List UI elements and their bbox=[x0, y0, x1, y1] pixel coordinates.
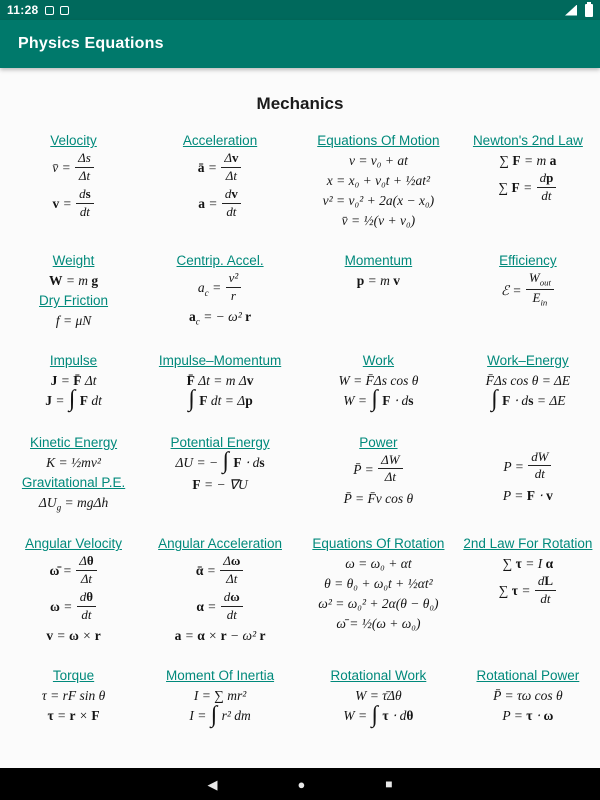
equation-topic-link[interactable]: Acceleration bbox=[182, 133, 258, 148]
formula: α = $\frac{d\omega}{dt}$ bbox=[143, 592, 297, 624]
formula: P = F ⋅ v bbox=[502, 487, 553, 503]
equation-topic-link[interactable]: 2nd Law For Rotation bbox=[463, 536, 593, 552]
nav-bar bbox=[0, 768, 600, 800]
equation-cell-r3-c1 bbox=[4, 350, 143, 415]
equation-topic-link[interactable]: Power bbox=[359, 434, 398, 450]
equation-topic-link[interactable]: Equations Of Motion bbox=[317, 133, 440, 148]
formula: v̄ = $\frac{\Delta s}{\Delta t}$ bbox=[4, 153, 143, 185]
formula: ∑ F = m a bbox=[499, 153, 557, 168]
equation-topic-link[interactable]: Work–Energy bbox=[487, 353, 569, 368]
formula: ΔU = − ∫ F ⋅ ds bbox=[175, 447, 265, 474]
equation-cell-r1-c1 bbox=[4, 130, 143, 233]
equation-topic-link[interactable]: Impulse bbox=[49, 353, 98, 368]
formula: ω̄ = $\frac{\Delta\theta}{\Delta t}$ bbox=[4, 556, 143, 588]
home-button[interactable]: ● bbox=[297, 776, 306, 792]
formula: v = ω × r bbox=[46, 628, 101, 644]
formula: W = m g bbox=[48, 273, 99, 288]
formula: K = ½mv² bbox=[46, 454, 101, 470]
formula: x = x₀ + v₀t + ½at² bbox=[326, 173, 431, 188]
equation-cell-r2-c2 bbox=[143, 250, 297, 333]
equation-cell-r5-c3 bbox=[297, 533, 460, 648]
status-bar bbox=[0, 0, 600, 20]
equations-grid bbox=[4, 130, 596, 730]
equation-cell-r5-c2 bbox=[143, 533, 297, 648]
formula: ∑ τ = $\frac{dL}{dt}$ bbox=[460, 576, 596, 608]
formula: J = F̄ Δt bbox=[50, 373, 97, 388]
battery-icon bbox=[585, 4, 593, 17]
equation-cell-r3-c4 bbox=[460, 350, 596, 415]
formula: ∫ F ⋅ ds = ΔE bbox=[491, 386, 566, 413]
formula: I = ∫ r² dm bbox=[189, 701, 251, 728]
equation-topic-link[interactable]: Kinetic Energy bbox=[30, 434, 118, 450]
equation-cell-r6-c4 bbox=[460, 665, 596, 730]
equation-topic-link[interactable]: Weight bbox=[52, 253, 95, 268]
formula: θ = θ₀ + ω₀t + ½αt² bbox=[324, 576, 433, 592]
equation-cell-r4-c4 bbox=[460, 432, 596, 517]
equation-cell-r6-c1 bbox=[4, 665, 143, 730]
formula: ω² = ω₀² + 2α(θ − θ₀) bbox=[318, 596, 439, 612]
equation-cell-r4-c1 bbox=[4, 432, 143, 517]
equation-topic-link[interactable]: Potential Energy bbox=[170, 434, 270, 450]
equation-topic-link[interactable]: Work bbox=[362, 353, 395, 368]
wifi-icon bbox=[565, 5, 577, 16]
formula: $a_c$ = $\frac{\text{v²}}{r}$ bbox=[143, 273, 297, 305]
equation-topic-link[interactable]: Equations Of Rotation bbox=[312, 536, 445, 552]
status-bar-left bbox=[7, 3, 69, 17]
formula: $a_c$ = − ω² r bbox=[188, 309, 252, 327]
formula: ∫ F dt = Δp bbox=[188, 386, 253, 413]
formula: P̄ = τω cos θ bbox=[493, 688, 563, 704]
equation-topic-link[interactable]: Angular Velocity bbox=[25, 536, 122, 552]
equation-cell-r3-c2 bbox=[143, 350, 297, 415]
formula: ∑ F = $\frac{dp}{dt}$ bbox=[460, 173, 596, 205]
formula: W = F̄Δs cos θ bbox=[338, 373, 419, 388]
formula: τ = r × F bbox=[47, 708, 100, 724]
formula: P = $\frac{dW}{dt}$ bbox=[460, 452, 596, 484]
formula: ω = $\frac{d\theta}{dt}$ bbox=[4, 592, 143, 624]
equation-topic-link[interactable]: Angular Acceleration bbox=[158, 536, 282, 552]
formula: ᾱ = $\frac{\Delta\omega}{\Delta t}$ bbox=[143, 556, 297, 588]
formula: ω = ω₀ + αt bbox=[345, 556, 412, 572]
formula: $\Delta U_g = mg\Delta h$ bbox=[38, 494, 109, 513]
equation-cell-r4-c2 bbox=[143, 432, 297, 517]
formula: J = ∫ F dt bbox=[45, 386, 102, 413]
formula: ∑ τ = I α bbox=[502, 556, 554, 572]
formula: v = $\frac{ds}{dt}$ bbox=[4, 189, 143, 221]
formula: F = − ∇U bbox=[192, 476, 248, 492]
page-heading: Mechanics bbox=[256, 94, 344, 113]
equation-topic-link[interactable]: Centrip. Accel. bbox=[176, 253, 264, 268]
app-title: Physics Equations bbox=[18, 35, 164, 52]
content-scroll-area[interactable] bbox=[0, 68, 600, 768]
equation-cell-r6-c3 bbox=[297, 665, 460, 730]
app-bar bbox=[0, 20, 600, 68]
equation-topic-link[interactable]: Efficiency bbox=[499, 253, 557, 268]
equation-topic-link[interactable]: Dry Friction bbox=[39, 293, 109, 308]
formula: p = m v bbox=[356, 273, 401, 288]
formula: a = $\frac{dv}{dt}$ bbox=[143, 189, 297, 221]
status-time: 11:28 bbox=[7, 3, 39, 17]
back-button[interactable]: ◀ bbox=[207, 776, 218, 792]
recents-button[interactable]: ■ bbox=[385, 777, 393, 791]
equation-topic-link[interactable]: Momentum bbox=[344, 253, 413, 268]
formula: P = τ ⋅ ω bbox=[502, 708, 554, 724]
equation-topic-link[interactable]: Rotational Power bbox=[476, 668, 580, 684]
equation-topic-link[interactable]: Newton's 2nd Law bbox=[472, 133, 583, 148]
formula: ℰ = $\frac{W_{out}}{E_{in}}$ bbox=[460, 273, 596, 311]
equation-topic-link[interactable]: Velocity bbox=[50, 133, 97, 148]
equation-cell-r1-c4 bbox=[460, 130, 596, 233]
equation-topic-link[interactable]: Torque bbox=[52, 668, 95, 684]
equation-topic-link[interactable]: Gravitational P.E. bbox=[21, 474, 126, 490]
formula: P̄ = $\frac{\Delta W}{\Delta t}$ bbox=[297, 455, 460, 487]
equation-cell-r2-c3 bbox=[297, 250, 460, 333]
equation-cell-r2-c4 bbox=[460, 250, 596, 333]
formula: τ = rF sin θ bbox=[41, 688, 106, 704]
formula: W = τ̄Δθ bbox=[355, 688, 402, 704]
equation-cell-r5-c4 bbox=[460, 533, 596, 648]
equation-topic-link[interactable]: Moment Of Inertia bbox=[166, 668, 275, 684]
status-bar-right bbox=[565, 4, 593, 17]
formula: W = ∫ F ⋅ ds bbox=[343, 386, 414, 413]
formula: a = α × r − ω² r bbox=[174, 628, 266, 644]
notification-icon bbox=[45, 6, 54, 15]
formula: v = v₀ + at bbox=[348, 153, 408, 168]
equation-cell-r1-c3 bbox=[297, 130, 460, 233]
equation-cell-r2-c1 bbox=[4, 250, 143, 333]
formula: ā = $\frac{\Delta v}{\Delta t}$ bbox=[143, 153, 297, 185]
equation-cell-r5-c1 bbox=[4, 533, 143, 648]
equation-topic-link[interactable]: Rotational Work bbox=[330, 668, 427, 684]
equation-cell-r6-c2 bbox=[143, 665, 297, 730]
formula: F̄ Δt = m Δv bbox=[186, 373, 254, 388]
formula: W = ∫ τ ⋅ dθ bbox=[343, 701, 414, 728]
formula: f = μN bbox=[55, 313, 92, 328]
equation-cell-r3-c3 bbox=[297, 350, 460, 415]
formula: v² = v₀² + 2a(x − x₀) bbox=[322, 193, 435, 208]
formula: v̄ = ½(v + v₀) bbox=[341, 213, 416, 228]
formula: ω̄ = ½(ω + ω₀) bbox=[336, 616, 421, 632]
formula: P̄ = F̄v cos θ bbox=[343, 490, 414, 506]
equation-topic-link[interactable]: Impulse–Momentum bbox=[158, 353, 282, 368]
notification-icon bbox=[60, 6, 69, 15]
formula: I = ∑ mr² bbox=[193, 688, 247, 704]
formula: F̄Δs cos θ = ΔE bbox=[485, 373, 571, 388]
equation-cell-r4-c3 bbox=[297, 432, 460, 517]
equation-cell-r1-c2 bbox=[143, 130, 297, 233]
